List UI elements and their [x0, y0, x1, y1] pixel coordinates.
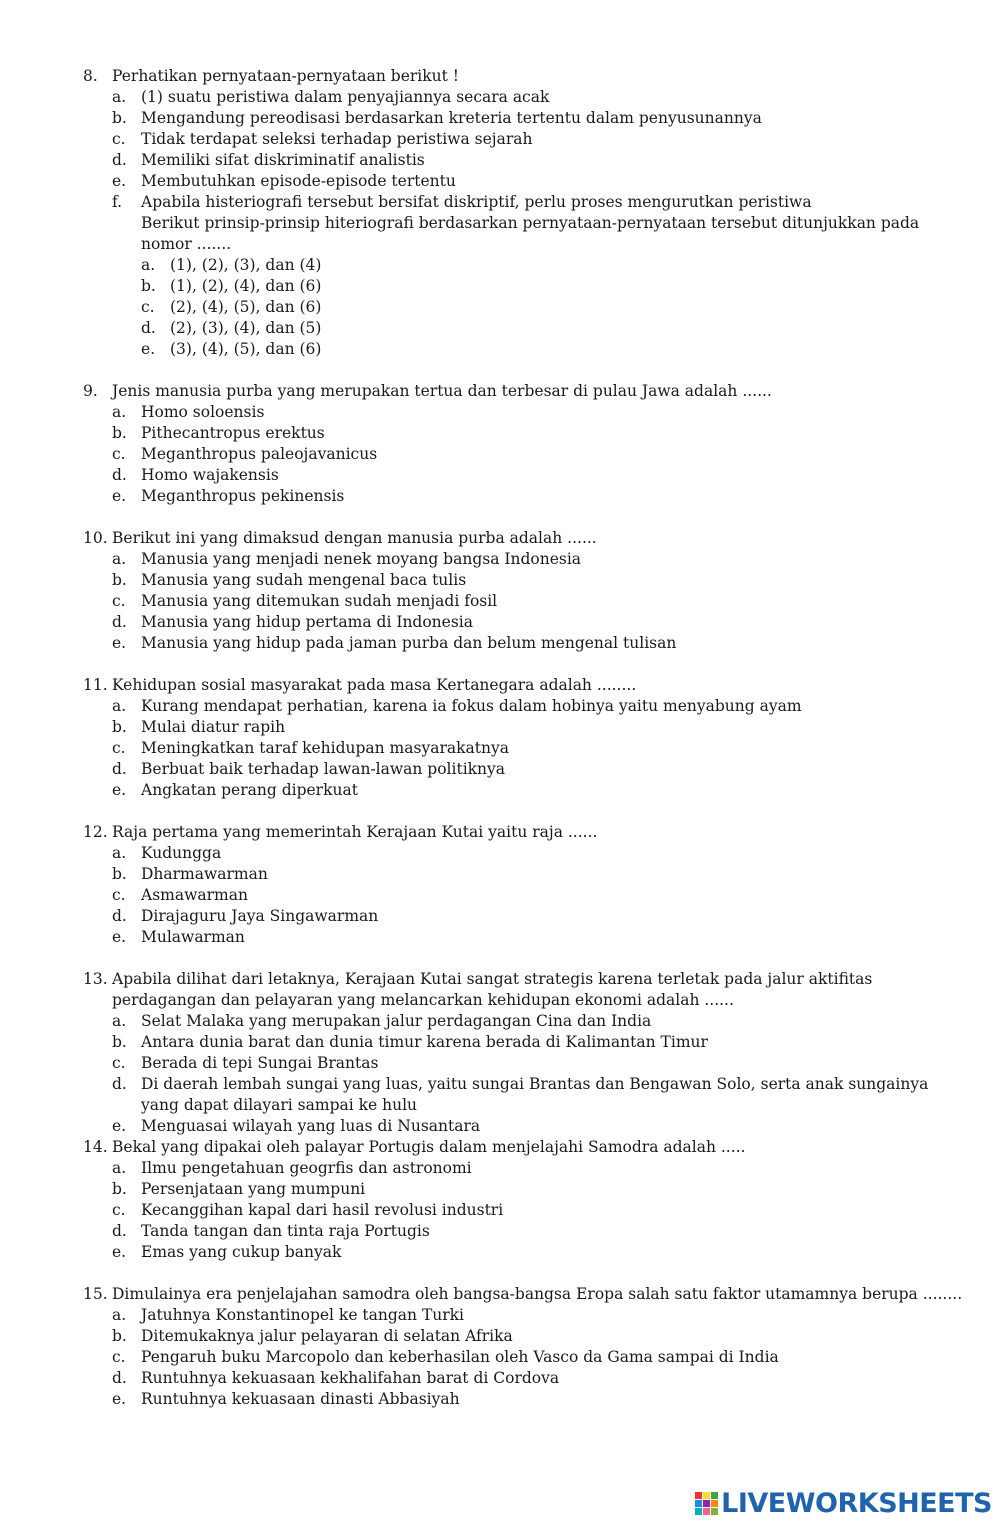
question-stem: [83, 1284, 963, 1305]
option-text: Manusia yang hidup pada jaman purba dan belum mengenal tulisan: [141, 634, 677, 652]
answer-option: [112, 1368, 963, 1389]
question-text: Raja pertama yang memerintah Kerajaan Kutai yaitu raja ......: [112, 823, 598, 841]
answer-option: [112, 633, 963, 654]
logo-grid-cell: [695, 1492, 702, 1499]
answer-option: [112, 1116, 963, 1137]
answer-option: [112, 843, 963, 864]
option-label: d.: [112, 466, 127, 484]
option-text: Di daerah lembah sungai yang luas, yaitu sungai Brantas dan Bengawan Solo, serta anak sungainya yang dapat dilayari sampai ke hulu: [141, 1075, 929, 1114]
statement-item: [112, 192, 963, 213]
option-label: a.: [112, 1306, 127, 1324]
statement-item: [112, 87, 963, 108]
option-label: e.: [112, 781, 127, 799]
spacer: [83, 654, 963, 675]
option-text: Ilmu pengetahuan geogrfis dan astronomi: [141, 1159, 472, 1177]
answer-option: [112, 402, 963, 423]
option-label: c.: [112, 445, 126, 463]
answer-option: [112, 465, 963, 486]
answer-option: [112, 549, 963, 570]
option-text: Dharmawarman: [141, 865, 268, 883]
question-15: [83, 1284, 963, 1410]
answer-option: [112, 738, 963, 759]
statement-item: [112, 150, 963, 171]
option-label: b.: [112, 424, 127, 442]
option-label: a.: [112, 697, 127, 715]
option-label: e.: [112, 928, 127, 946]
option-label: d.: [112, 1075, 127, 1093]
answer-option: [141, 297, 963, 318]
answer-option: [112, 1200, 963, 1221]
option-label: c.: [112, 1348, 126, 1366]
option-text: Persenjataan yang mumpuni: [141, 1180, 366, 1198]
answer-option: [112, 444, 963, 465]
option-label: b.: [141, 277, 156, 295]
answer-option: [112, 1032, 963, 1053]
option-text: (2), (4), (5), dan (6): [170, 298, 322, 316]
question-number: 10.: [83, 529, 108, 547]
liveworksheets-logo: [695, 1485, 992, 1521]
spacer: [83, 507, 963, 528]
option-text: Ditemukaknya jalur pelayaran di selatan Afrika: [141, 1327, 513, 1345]
option-text: Kecanggihan kapal dari hasil revolusi industri: [141, 1201, 504, 1219]
option-label: c.: [112, 1201, 126, 1219]
option-label: c.: [141, 298, 155, 316]
option-text: Homo soloensis: [141, 403, 265, 421]
option-text: Tanda tangan dan tinta raja Portugis: [141, 1222, 430, 1240]
option-text: Kurang mendapat perhatian, karena ia fokus dalam hobinya yaitu menyabung ayam: [141, 697, 802, 715]
question-stem: [83, 381, 963, 402]
option-text: Manusia yang hidup pertama di Indonesia: [141, 613, 473, 631]
logo-grid-cell: [703, 1508, 710, 1515]
option-text: Dirajaguru Jaya Singawarman: [141, 907, 379, 925]
answer-option: [112, 423, 963, 444]
option-label: a.: [112, 550, 127, 568]
option-text: (1) suatu peristiwa dalam penyajiannya secara acak: [141, 88, 550, 106]
option-text: Asmawarman: [141, 886, 248, 904]
option-text: Jatuhnya Konstantinopel ke tangan Turki: [141, 1306, 465, 1324]
logo-grid-cell: [703, 1500, 710, 1507]
option-text: Kudungga: [141, 844, 222, 862]
answer-option: [112, 1158, 963, 1179]
logo-grid-cell: [711, 1508, 718, 1515]
option-text: Berbuat baik terhadap lawan-lawan politiknya: [141, 760, 506, 778]
answer-option: [112, 1221, 963, 1242]
option-text: Berada di tepi Sungai Brantas: [141, 1054, 379, 1072]
question-stem: [83, 66, 963, 87]
option-text: Runtuhnya kekuasaan kekhalifahan barat di Cordova: [141, 1369, 560, 1387]
question-10: [83, 528, 963, 654]
option-text: Pithecantropus erektus: [141, 424, 325, 442]
logo-grid-cell: [695, 1500, 702, 1507]
option-text: (1), (2), (4), dan (6): [170, 277, 322, 295]
option-label: d.: [112, 1369, 127, 1387]
question-text: Berikut ini yang dimaksud dengan manusia purba adalah ......: [112, 529, 597, 547]
question-number: 9.: [83, 382, 98, 400]
option-label: c.: [112, 739, 126, 757]
question-stem: [83, 822, 963, 843]
option-label: d.: [141, 319, 156, 337]
answer-option: [112, 927, 963, 948]
option-text: Runtuhnya kekuasaan dinasti Abbasiyah: [141, 1390, 460, 1408]
option-text: Meganthropus paleojavanicus: [141, 445, 378, 463]
question-stem: [83, 1137, 963, 1158]
option-label: e.: [141, 340, 156, 358]
question-stem: [83, 969, 963, 1011]
question-text: Perhatikan pernyataan-pernyataan berikut !: [112, 67, 460, 85]
answer-option: [112, 612, 963, 633]
question-number: 8.: [83, 67, 98, 85]
answer-option: [112, 591, 963, 612]
option-label: e.: [112, 172, 127, 190]
statement-item: [112, 129, 963, 150]
option-label: b.: [112, 571, 127, 589]
logo-text: LIVEWORKSHEETS: [721, 1487, 992, 1519]
option-label: b.: [112, 865, 127, 883]
answer-option: [112, 570, 963, 591]
option-text: Selat Malaka yang merupakan jalur perdagangan Cina dan India: [141, 1012, 652, 1030]
statement-item: [112, 108, 963, 129]
option-label: b.: [112, 1327, 127, 1345]
answer-option: [112, 1305, 963, 1326]
option-label: a.: [112, 844, 127, 862]
statement-item: [112, 171, 963, 192]
option-text: Manusia yang menjadi nenek moyang bangsa Indonesia: [141, 550, 582, 568]
logo-grid-cell: [695, 1508, 702, 1515]
question-11: [83, 675, 963, 801]
option-label: e.: [112, 1390, 127, 1408]
option-text: Emas yang cukup banyak: [141, 1243, 342, 1261]
logo-grid-icon: [695, 1492, 718, 1515]
question-8: [83, 66, 963, 360]
option-label: d.: [112, 1222, 127, 1240]
option-label: b.: [112, 718, 127, 736]
option-label: e.: [112, 487, 127, 505]
worksheet-document: [83, 66, 963, 1410]
question-13: [83, 969, 963, 1137]
logo-grid-cell: [703, 1492, 710, 1499]
option-text: Mengandung pereodisasi berdasarkan kreteria tertentu dalam penyusunannya: [141, 109, 762, 127]
answer-option: [141, 255, 963, 276]
answer-option: [112, 1242, 963, 1263]
option-text: Memiliki sifat diskriminatif analistis: [141, 151, 425, 169]
option-label: f.: [112, 193, 123, 211]
option-label: c.: [112, 592, 126, 610]
option-label: e.: [112, 1243, 127, 1261]
option-label: c.: [112, 130, 126, 148]
option-label: c.: [112, 1054, 126, 1072]
question-text: Kehidupan sosial masyarakat pada masa Kertanegara adalah ........: [112, 676, 637, 694]
option-label: b.: [112, 1033, 127, 1051]
option-text: (2), (3), (4), dan (5): [170, 319, 322, 337]
option-label: a.: [112, 1159, 127, 1177]
question-text: Apabila dilihat dari letaknya, Kerajaan Kutai sangat strategis karena terletak pada jalur aktifitas perdagangan dan pelayaran yang melancarkan kehidupan ekonomi adalah ......: [112, 970, 873, 1009]
option-label: a.: [141, 256, 156, 274]
answer-option: [112, 864, 963, 885]
option-text: Meganthropus pekinensis: [141, 487, 345, 505]
question-number: 11.: [83, 676, 108, 694]
question-text: Jenis manusia purba yang merupakan tertua dan terbesar di pulau Jawa adalah ......: [112, 382, 772, 400]
question-number: 12.: [83, 823, 108, 841]
option-text: Antara dunia barat dan dunia timur karena berada di Kalimantan Timur: [141, 1033, 708, 1051]
option-text: (3), (4), (5), dan (6): [170, 340, 322, 358]
option-text: Mulawarman: [141, 928, 245, 946]
option-label: d.: [112, 613, 127, 631]
option-text: Angkatan perang diperkuat: [141, 781, 358, 799]
option-label: a.: [112, 88, 127, 106]
answer-option: [112, 1347, 963, 1368]
option-text: Manusia yang ditemukan sudah menjadi fosil: [141, 592, 498, 610]
option-text: (1), (2), (3), dan (4): [170, 256, 322, 274]
answer-option: [112, 1074, 963, 1116]
question-14: [83, 1137, 963, 1263]
question-9: [83, 381, 963, 507]
option-label: a.: [112, 403, 127, 421]
question-number: 13.: [83, 970, 108, 988]
answer-option: [141, 318, 963, 339]
answer-option: [112, 1179, 963, 1200]
option-text: Apabila histeriografi tersebut bersifat diskriptif, perlu proses mengurutkan peristiwa: [141, 193, 812, 211]
option-text: Mulai diatur rapih: [141, 718, 286, 736]
option-label: a.: [112, 1012, 127, 1030]
answer-option: [112, 696, 963, 717]
option-label: d.: [112, 151, 127, 169]
question-continuation: Berikut prinsip-prinsip hiteriografi berdasarkan pernyataan-pernyataan tersebut ditunjukkan pada nomor .......: [141, 214, 920, 253]
option-text: Pengaruh buku Marcopolo dan keberhasilan oleh Vasco da Gama sampai di India: [141, 1348, 779, 1366]
answer-option: [112, 486, 963, 507]
answer-option: [141, 276, 963, 297]
question-text: Dimulainya era penjelajahan samodra oleh bangsa-bangsa Eropa salah satu faktor utamamnya berupa ........: [112, 1285, 963, 1303]
answer-option: [112, 1053, 963, 1074]
option-text: Tidak terdapat seleksi terhadap peristiwa sejarah: [141, 130, 533, 148]
option-label: e.: [112, 634, 127, 652]
question-stem: [83, 675, 963, 696]
spacer: [83, 360, 963, 381]
answer-option: [141, 339, 963, 360]
option-label: e.: [112, 1117, 127, 1135]
option-label: d.: [112, 907, 127, 925]
answer-option: [112, 717, 963, 738]
option-label: b.: [112, 109, 127, 127]
option-text: Menguasai wilayah yang luas di Nusantara: [141, 1117, 481, 1135]
option-label: b.: [112, 1180, 127, 1198]
logo-grid-cell: [711, 1500, 718, 1507]
answer-option: [112, 906, 963, 927]
option-label: d.: [112, 760, 127, 778]
question-number: 14.: [83, 1138, 108, 1156]
option-text: Homo wajakensis: [141, 466, 279, 484]
question-12: [83, 822, 963, 948]
question-number: 15.: [83, 1285, 108, 1303]
question-stem: [83, 528, 963, 549]
spacer: [83, 948, 963, 969]
option-text: Manusia yang sudah mengenal baca tulis: [141, 571, 467, 589]
answer-option: [112, 1389, 963, 1410]
question-text: Bekal yang dipakai oleh palayar Portugis dalam menjelajahi Samodra adalah .....: [112, 1138, 746, 1156]
answer-option: [112, 759, 963, 780]
option-text: Membutuhkan episode-episode tertentu: [141, 172, 456, 190]
spacer: [83, 801, 963, 822]
spacer: [83, 1263, 963, 1284]
option-label: c.: [112, 886, 126, 904]
answer-option: [112, 885, 963, 906]
logo-grid-cell: [711, 1492, 718, 1499]
answer-option: [112, 1326, 963, 1347]
option-text: Meningkatkan taraf kehidupan masyarakatnya: [141, 739, 509, 757]
answer-option: [112, 780, 963, 801]
answer-option: [112, 1011, 963, 1032]
